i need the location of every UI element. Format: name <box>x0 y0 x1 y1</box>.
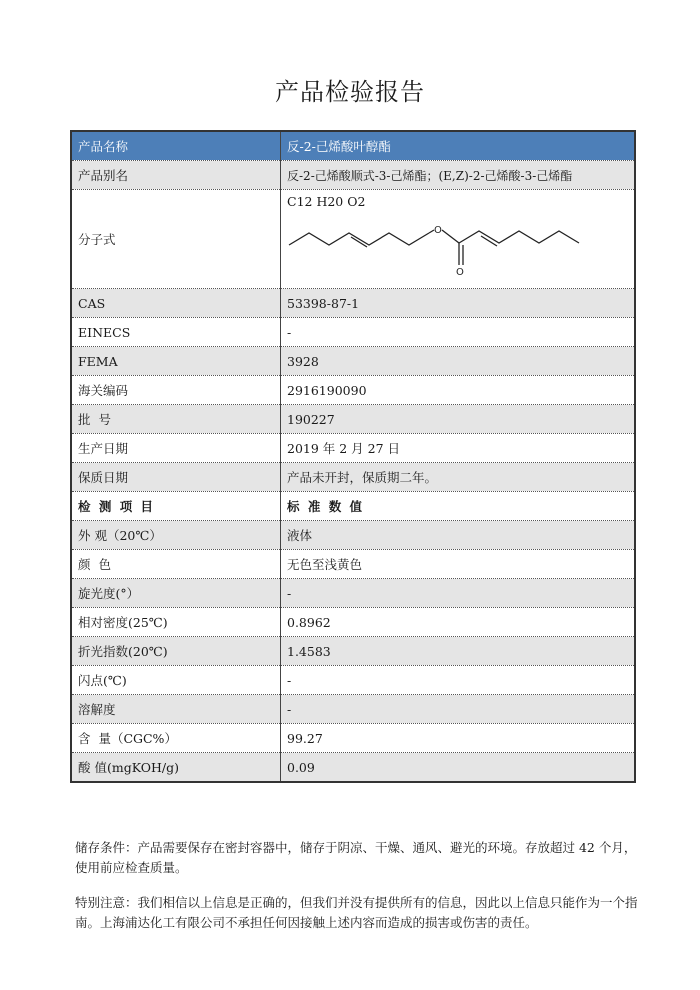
row-value: 产品未开封，保质期二年。 <box>281 463 636 492</box>
table-row-refractive-index <box>71 637 635 666</box>
row-label: 产品别名 <box>71 161 281 190</box>
row-value: 99.27 <box>281 724 636 753</box>
storage-note: 储存条件：产品需要保存在密封容器中，储存于阴凉、干燥、通风、避光的环境。存放超过 42 个月，使用前应检查质量。 <box>75 840 637 875</box>
table-row-flash-point <box>71 666 635 695</box>
row-label: FEMA <box>71 347 281 376</box>
row-label: 分子式 <box>71 190 281 289</box>
row-label: EINECS <box>71 318 281 347</box>
row-label: 酸 值(mgKOH/g) <box>71 753 281 783</box>
row-value: - <box>281 318 636 347</box>
ester-bond-right <box>442 230 459 243</box>
table-row-cas <box>71 289 635 318</box>
row-value: 标 准 数 值 <box>281 492 636 521</box>
row-value: 2916190090 <box>281 376 636 405</box>
row-label: 批 号 <box>71 405 281 434</box>
row-label: 保质日期 <box>71 463 281 492</box>
row-label: 含 量（CGC%） <box>71 724 281 753</box>
row-label: 溶解度 <box>71 695 281 724</box>
table-row-color <box>71 550 635 579</box>
row-value: - <box>281 666 636 695</box>
row-label: 检 测 项 目 <box>71 492 281 521</box>
table-row-solubility <box>71 695 635 724</box>
chemical-structure <box>287 211 587 279</box>
table-row-product-name <box>71 131 635 161</box>
ester-oxygen: O <box>434 225 442 236</box>
row-label: 产品名称 <box>71 131 281 161</box>
table-row-fema <box>71 347 635 376</box>
table-row-formula <box>71 190 635 289</box>
row-value: 反-2-己烯酸顺式-3-己烯酯；(E,Z)-2-己烯酸-3-己烯酯 <box>281 161 636 190</box>
row-value <box>281 190 636 289</box>
row-label: 相对密度(25℃) <box>71 608 281 637</box>
table-row-shelf-life <box>71 463 635 492</box>
row-value: - <box>281 579 636 608</box>
table-row-content <box>71 724 635 753</box>
inspection-table <box>70 130 636 783</box>
row-value: 0.09 <box>281 753 636 783</box>
carbon-chain <box>289 233 429 245</box>
table-row-production-date <box>71 434 635 463</box>
row-label: 生产日期 <box>71 434 281 463</box>
table-row-einecs <box>71 318 635 347</box>
row-value: 液体 <box>281 521 636 550</box>
row-label: 海关编码 <box>71 376 281 405</box>
row-label: 外 观（20℃） <box>71 521 281 550</box>
table-row-appearance <box>71 521 635 550</box>
row-value: 反-2-己烯酸叶醇酯 <box>281 131 636 161</box>
molecular-formula: C12 H20 O2 <box>287 194 366 209</box>
carbonyl-oxygen: O <box>456 267 464 278</box>
row-value: 2019 年 2 月 27 日 <box>281 434 636 463</box>
table-row-acid-value <box>71 753 635 783</box>
row-label: 折光指数(20℃) <box>71 637 281 666</box>
row-value: - <box>281 695 636 724</box>
row-label: 旋光度(°） <box>71 579 281 608</box>
table-row-batch <box>71 405 635 434</box>
table-row-alias <box>71 161 635 190</box>
table-row-density <box>71 608 635 637</box>
table-row-optical-rotation <box>71 579 635 608</box>
row-label: 颜 色 <box>71 550 281 579</box>
row-value: 1.4583 <box>281 637 636 666</box>
row-value: 190227 <box>281 405 636 434</box>
row-label: CAS <box>71 289 281 318</box>
table-row-test-header <box>71 492 635 521</box>
hexenoyl-chain <box>459 231 579 243</box>
row-value: 无色至浅黄色 <box>281 550 636 579</box>
row-value: 0.8962 <box>281 608 636 637</box>
row-value: 3928 <box>281 347 636 376</box>
row-label: 闪点(℃) <box>71 666 281 695</box>
table-row-hs-code <box>71 376 635 405</box>
row-value: 53398-87-1 <box>281 289 636 318</box>
page-title: 产品检验报告 <box>275 78 425 106</box>
disclaimer-note: 特别注意：我们相信以上信息是正确的，但我们并没有提供所有的信息，因此以上信息只能作为一个指南。上海浦达化工有限公司不承担任何因接触上述内容而造成的损害或伤害的责任。 <box>75 895 638 930</box>
